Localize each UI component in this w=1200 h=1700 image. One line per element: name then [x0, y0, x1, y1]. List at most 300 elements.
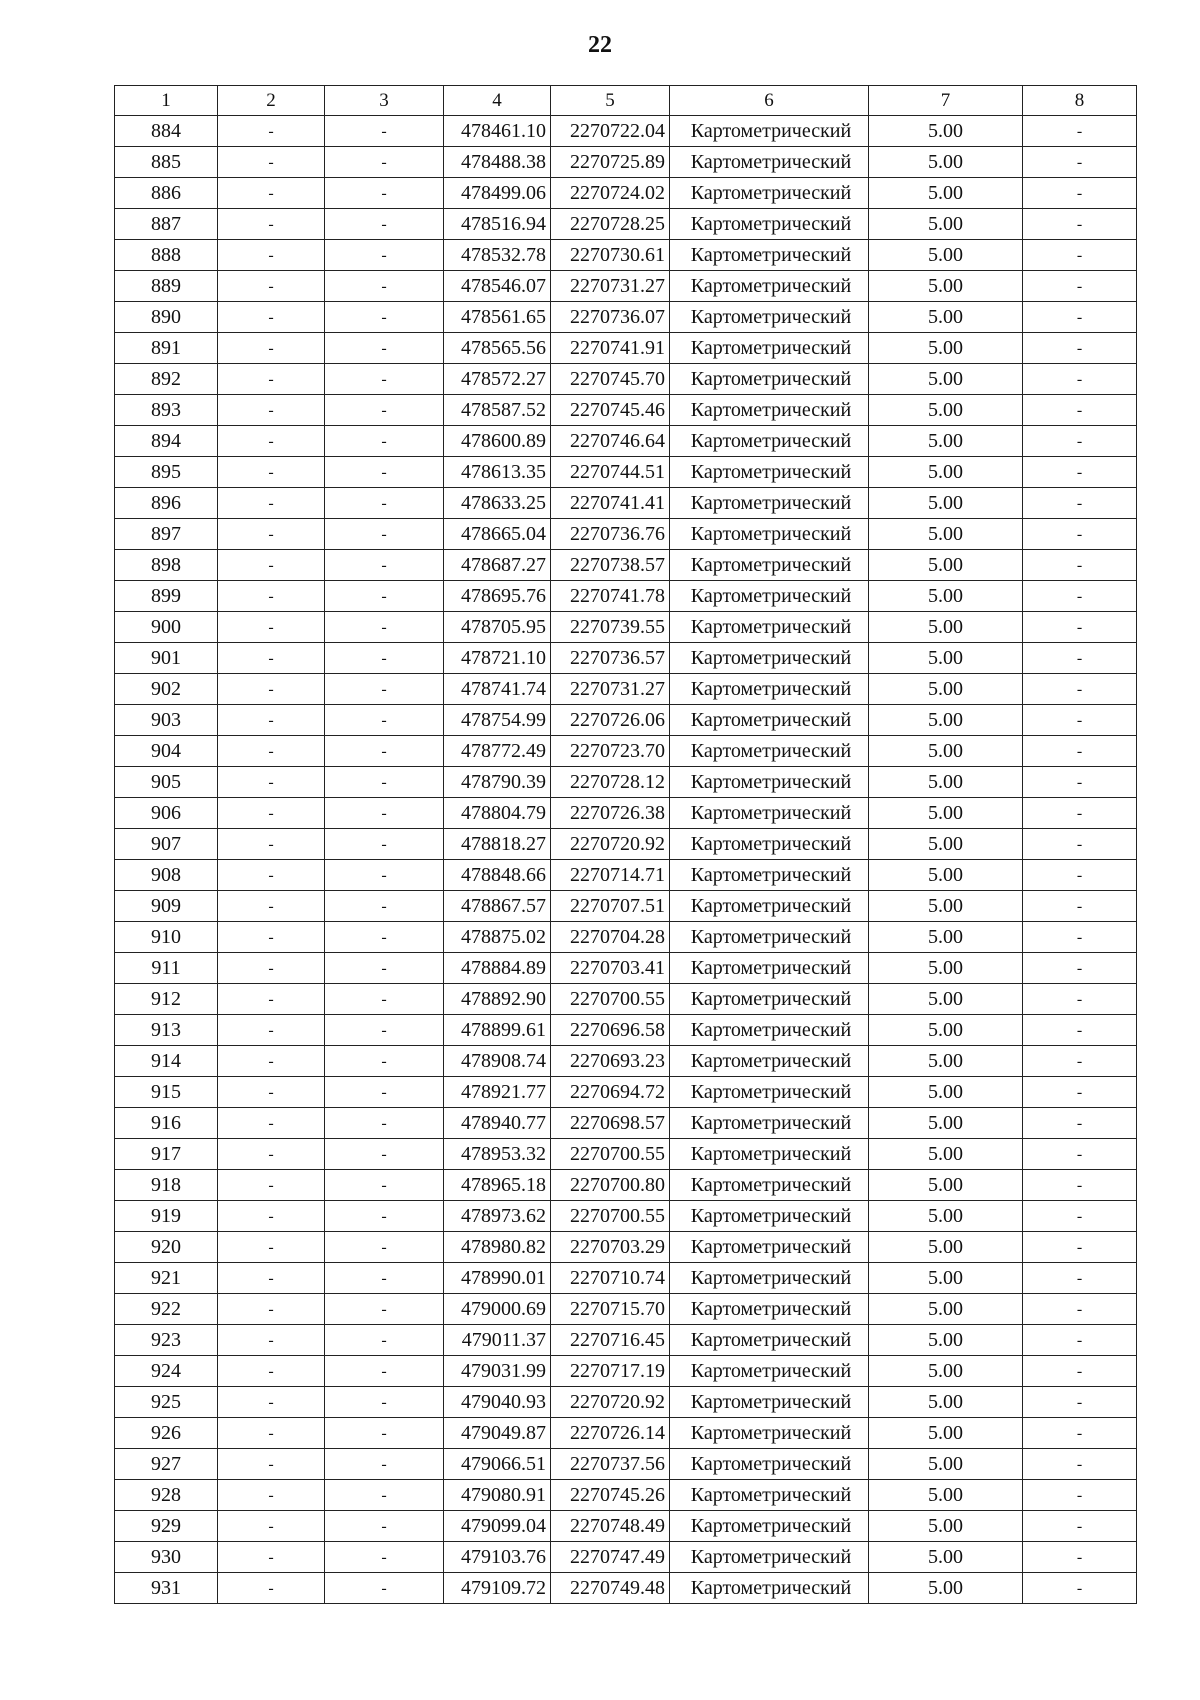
method-cell: Картометрический [670, 1232, 869, 1263]
y-coordinate-cell: 2270724.02 [551, 178, 670, 209]
accuracy-cell: 5.00 [869, 798, 1023, 829]
column-3-cell: - [325, 519, 444, 550]
table-row [115, 581, 1137, 612]
point-number-cell: 908 [115, 860, 218, 891]
point-number-cell: 921 [115, 1263, 218, 1294]
column-2-cell: - [218, 674, 325, 705]
accuracy-cell: 5.00 [869, 829, 1023, 860]
point-number-cell: 893 [115, 395, 218, 426]
column-8-cell: - [1023, 488, 1137, 519]
accuracy-cell: 5.00 [869, 1511, 1023, 1542]
table-row [115, 1387, 1137, 1418]
x-coordinate-cell: 479103.76 [444, 1542, 551, 1573]
column-3-cell: - [325, 1139, 444, 1170]
column-8-cell: - [1023, 1294, 1137, 1325]
column-3-cell: - [325, 488, 444, 519]
x-coordinate-cell: 478565.56 [444, 333, 551, 364]
x-coordinate-cell: 478818.27 [444, 829, 551, 860]
table-row [115, 116, 1137, 147]
accuracy-cell: 5.00 [869, 1077, 1023, 1108]
x-coordinate-cell: 479049.87 [444, 1418, 551, 1449]
y-coordinate-cell: 2270744.51 [551, 457, 670, 488]
y-coordinate-cell: 2270728.25 [551, 209, 670, 240]
y-coordinate-cell: 2270749.48 [551, 1573, 670, 1604]
accuracy-cell: 5.00 [869, 705, 1023, 736]
accuracy-cell: 5.00 [869, 147, 1023, 178]
table-row [115, 798, 1137, 829]
accuracy-cell: 5.00 [869, 1046, 1023, 1077]
table-row [115, 643, 1137, 674]
accuracy-cell: 5.00 [869, 550, 1023, 581]
column-3-cell: - [325, 1077, 444, 1108]
method-cell: Картометрический [670, 550, 869, 581]
y-coordinate-cell: 2270710.74 [551, 1263, 670, 1294]
method-cell: Картометрический [670, 1139, 869, 1170]
method-cell: Картометрический [670, 984, 869, 1015]
column-3-cell: - [325, 798, 444, 829]
y-coordinate-cell: 2270736.57 [551, 643, 670, 674]
table-row [115, 1356, 1137, 1387]
y-coordinate-cell: 2270745.26 [551, 1480, 670, 1511]
method-cell: Картометрический [670, 581, 869, 612]
method-cell: Картометрический [670, 829, 869, 860]
y-coordinate-cell: 2270728.12 [551, 767, 670, 798]
method-cell: Картометрический [670, 1046, 869, 1077]
column-8-cell: - [1023, 1015, 1137, 1046]
table-row [115, 829, 1137, 860]
y-coordinate-cell: 2270722.04 [551, 116, 670, 147]
column-2-cell: - [218, 984, 325, 1015]
column-3-cell: - [325, 1449, 444, 1480]
column-8-cell: - [1023, 550, 1137, 581]
point-number-cell: 892 [115, 364, 218, 395]
x-coordinate-cell: 479011.37 [444, 1325, 551, 1356]
table-row [115, 550, 1137, 581]
method-cell: Картометрический [670, 1511, 869, 1542]
method-cell: Картометрический [670, 891, 869, 922]
method-cell: Картометрический [670, 1325, 869, 1356]
point-number-cell: 919 [115, 1201, 218, 1232]
column-8-cell: - [1023, 1170, 1137, 1201]
accuracy-cell: 5.00 [869, 302, 1023, 333]
accuracy-cell: 5.00 [869, 984, 1023, 1015]
method-cell: Картометрический [670, 333, 869, 364]
x-coordinate-cell: 478613.35 [444, 457, 551, 488]
column-2-cell: - [218, 178, 325, 209]
accuracy-cell: 5.00 [869, 891, 1023, 922]
column-header: 4 [444, 86, 551, 116]
method-cell: Картометрический [670, 1294, 869, 1325]
accuracy-cell: 5.00 [869, 1480, 1023, 1511]
column-8-cell: - [1023, 1108, 1137, 1139]
column-8-cell: - [1023, 147, 1137, 178]
column-2-cell: - [218, 705, 325, 736]
column-3-cell: - [325, 271, 444, 302]
column-8-cell: - [1023, 1418, 1137, 1449]
column-header: 5 [551, 86, 670, 116]
accuracy-cell: 5.00 [869, 1108, 1023, 1139]
y-coordinate-cell: 2270723.70 [551, 736, 670, 767]
column-3-cell: - [325, 1170, 444, 1201]
column-2-cell: - [218, 1015, 325, 1046]
column-3-cell: - [325, 767, 444, 798]
column-2-cell: - [218, 1449, 325, 1480]
y-coordinate-cell: 2270700.55 [551, 1201, 670, 1232]
x-coordinate-cell: 478488.38 [444, 147, 551, 178]
column-2-cell: - [218, 1418, 325, 1449]
y-coordinate-cell: 2270726.38 [551, 798, 670, 829]
column-8-cell: - [1023, 395, 1137, 426]
accuracy-cell: 5.00 [869, 519, 1023, 550]
table-row [115, 333, 1137, 364]
method-cell: Картометрический [670, 1542, 869, 1573]
accuracy-cell: 5.00 [869, 736, 1023, 767]
method-cell: Картометрический [670, 798, 869, 829]
column-3-cell: - [325, 860, 444, 891]
accuracy-cell: 5.00 [869, 860, 1023, 891]
column-2-cell: - [218, 426, 325, 457]
column-3-cell: - [325, 1232, 444, 1263]
column-header: 2 [218, 86, 325, 116]
accuracy-cell: 5.00 [869, 1449, 1023, 1480]
column-2-cell: - [218, 1108, 325, 1139]
accuracy-cell: 5.00 [869, 116, 1023, 147]
column-8-cell: - [1023, 829, 1137, 860]
accuracy-cell: 5.00 [869, 178, 1023, 209]
method-cell: Картометрический [670, 240, 869, 271]
x-coordinate-cell: 478587.52 [444, 395, 551, 426]
method-cell: Картометрический [670, 147, 869, 178]
column-3-cell: - [325, 612, 444, 643]
column-2-cell: - [218, 767, 325, 798]
column-8-cell: - [1023, 1356, 1137, 1387]
column-3-cell: - [325, 1108, 444, 1139]
table-row [115, 1294, 1137, 1325]
y-coordinate-cell: 2270741.91 [551, 333, 670, 364]
point-number-cell: 907 [115, 829, 218, 860]
x-coordinate-cell: 478940.77 [444, 1108, 551, 1139]
column-2-cell: - [218, 953, 325, 984]
column-8-cell: - [1023, 271, 1137, 302]
point-number-cell: 906 [115, 798, 218, 829]
point-number-cell: 891 [115, 333, 218, 364]
y-coordinate-cell: 2270737.56 [551, 1449, 670, 1480]
column-8-cell: - [1023, 1511, 1137, 1542]
table-row [115, 1418, 1137, 1449]
column-8-cell: - [1023, 1232, 1137, 1263]
column-2-cell: - [218, 1232, 325, 1263]
accuracy-cell: 5.00 [869, 674, 1023, 705]
column-3-cell: - [325, 302, 444, 333]
accuracy-cell: 5.00 [869, 333, 1023, 364]
accuracy-cell: 5.00 [869, 1418, 1023, 1449]
point-number-cell: 896 [115, 488, 218, 519]
accuracy-cell: 5.00 [869, 953, 1023, 984]
column-3-cell: - [325, 829, 444, 860]
accuracy-cell: 5.00 [869, 1294, 1023, 1325]
column-2-cell: - [218, 1325, 325, 1356]
point-number-cell: 890 [115, 302, 218, 333]
x-coordinate-cell: 478790.39 [444, 767, 551, 798]
column-3-cell: - [325, 1511, 444, 1542]
accuracy-cell: 5.00 [869, 209, 1023, 240]
column-header: 3 [325, 86, 444, 116]
column-2-cell: - [218, 1139, 325, 1170]
x-coordinate-cell: 478499.06 [444, 178, 551, 209]
table-row [115, 1170, 1137, 1201]
column-3-cell: - [325, 426, 444, 457]
method-cell: Картометрический [670, 1418, 869, 1449]
column-2-cell: - [218, 271, 325, 302]
x-coordinate-cell: 478532.78 [444, 240, 551, 271]
column-3-cell: - [325, 705, 444, 736]
column-3-cell: - [325, 1542, 444, 1573]
y-coordinate-cell: 2270741.41 [551, 488, 670, 519]
column-8-cell: - [1023, 1449, 1137, 1480]
x-coordinate-cell: 479099.04 [444, 1511, 551, 1542]
column-3-cell: - [325, 457, 444, 488]
method-cell: Картометрический [670, 457, 869, 488]
table-row [115, 1573, 1137, 1604]
table-row [115, 147, 1137, 178]
column-8-cell: - [1023, 1542, 1137, 1573]
accuracy-cell: 5.00 [869, 767, 1023, 798]
column-8-cell: - [1023, 426, 1137, 457]
accuracy-cell: 5.00 [869, 1573, 1023, 1604]
method-cell: Картометрический [670, 116, 869, 147]
column-8-cell: - [1023, 643, 1137, 674]
point-number-cell: 887 [115, 209, 218, 240]
x-coordinate-cell: 478953.32 [444, 1139, 551, 1170]
method-cell: Картометрический [670, 1015, 869, 1046]
coordinates-table [114, 85, 1137, 1604]
column-8-cell: - [1023, 860, 1137, 891]
accuracy-cell: 5.00 [869, 271, 1023, 302]
y-coordinate-cell: 2270703.29 [551, 1232, 670, 1263]
y-coordinate-cell: 2270696.58 [551, 1015, 670, 1046]
point-number-cell: 910 [115, 922, 218, 953]
accuracy-cell: 5.00 [869, 488, 1023, 519]
table-row [115, 1325, 1137, 1356]
accuracy-cell: 5.00 [869, 643, 1023, 674]
point-number-cell: 917 [115, 1139, 218, 1170]
table-body [115, 116, 1137, 1604]
y-coordinate-cell: 2270726.06 [551, 705, 670, 736]
method-cell: Картометрический [670, 674, 869, 705]
column-2-cell: - [218, 1170, 325, 1201]
x-coordinate-cell: 479109.72 [444, 1573, 551, 1604]
column-8-cell: - [1023, 457, 1137, 488]
accuracy-cell: 5.00 [869, 1139, 1023, 1170]
column-2-cell: - [218, 116, 325, 147]
accuracy-cell: 5.00 [869, 1170, 1023, 1201]
x-coordinate-cell: 478741.74 [444, 674, 551, 705]
x-coordinate-cell: 478600.89 [444, 426, 551, 457]
column-8-cell: - [1023, 1263, 1137, 1294]
accuracy-cell: 5.00 [869, 1232, 1023, 1263]
column-3-cell: - [325, 1356, 444, 1387]
method-cell: Картометрический [670, 519, 869, 550]
point-number-cell: 903 [115, 705, 218, 736]
column-8-cell: - [1023, 891, 1137, 922]
x-coordinate-cell: 478633.25 [444, 488, 551, 519]
point-number-cell: 900 [115, 612, 218, 643]
x-coordinate-cell: 478546.07 [444, 271, 551, 302]
table-row [115, 953, 1137, 984]
accuracy-cell: 5.00 [869, 1325, 1023, 1356]
x-coordinate-cell: 478461.10 [444, 116, 551, 147]
method-cell: Картометрический [670, 705, 869, 736]
column-3-cell: - [325, 736, 444, 767]
table-row [115, 209, 1137, 240]
table-row [115, 1046, 1137, 1077]
method-cell: Картометрический [670, 1108, 869, 1139]
column-2-cell: - [218, 395, 325, 426]
column-8-cell: - [1023, 612, 1137, 643]
column-3-cell: - [325, 1046, 444, 1077]
column-2-cell: - [218, 1480, 325, 1511]
column-3-cell: - [325, 891, 444, 922]
y-coordinate-cell: 2270736.76 [551, 519, 670, 550]
x-coordinate-cell: 479080.91 [444, 1480, 551, 1511]
column-2-cell: - [218, 1573, 325, 1604]
x-coordinate-cell: 478965.18 [444, 1170, 551, 1201]
column-8-cell: - [1023, 1480, 1137, 1511]
column-8-cell: - [1023, 1139, 1137, 1170]
column-2-cell: - [218, 829, 325, 860]
column-header: 7 [869, 86, 1023, 116]
method-cell: Картометрический [670, 1449, 869, 1480]
table-row [115, 1449, 1137, 1480]
x-coordinate-cell: 478908.74 [444, 1046, 551, 1077]
x-coordinate-cell: 478687.27 [444, 550, 551, 581]
column-2-cell: - [218, 550, 325, 581]
column-8-cell: - [1023, 922, 1137, 953]
column-2-cell: - [218, 457, 325, 488]
point-number-cell: 913 [115, 1015, 218, 1046]
point-number-cell: 898 [115, 550, 218, 581]
point-number-cell: 888 [115, 240, 218, 271]
x-coordinate-cell: 478665.04 [444, 519, 551, 550]
table-row [115, 1015, 1137, 1046]
accuracy-cell: 5.00 [869, 240, 1023, 271]
table-row [115, 488, 1137, 519]
x-coordinate-cell: 479000.69 [444, 1294, 551, 1325]
column-8-cell: - [1023, 1325, 1137, 1356]
point-number-cell: 925 [115, 1387, 218, 1418]
point-number-cell: 926 [115, 1418, 218, 1449]
x-coordinate-cell: 478848.66 [444, 860, 551, 891]
column-3-cell: - [325, 984, 444, 1015]
y-coordinate-cell: 2270730.61 [551, 240, 670, 271]
method-cell: Картометрический [670, 643, 869, 674]
page-number: 22 [588, 32, 612, 58]
column-3-cell: - [325, 643, 444, 674]
column-2-cell: - [218, 1294, 325, 1325]
y-coordinate-cell: 2270741.78 [551, 581, 670, 612]
column-8-cell: - [1023, 1573, 1137, 1604]
table-row [115, 612, 1137, 643]
column-2-cell: - [218, 364, 325, 395]
table-row [115, 984, 1137, 1015]
x-coordinate-cell: 478572.27 [444, 364, 551, 395]
column-2-cell: - [218, 1387, 325, 1418]
y-coordinate-cell: 2270700.55 [551, 984, 670, 1015]
column-2-cell: - [218, 519, 325, 550]
y-coordinate-cell: 2270726.14 [551, 1418, 670, 1449]
column-2-cell: - [218, 922, 325, 953]
column-8-cell: - [1023, 953, 1137, 984]
table-row [115, 426, 1137, 457]
method-cell: Картометрический [670, 1263, 869, 1294]
method-cell: Картометрический [670, 302, 869, 333]
y-coordinate-cell: 2270736.07 [551, 302, 670, 333]
point-number-cell: 899 [115, 581, 218, 612]
y-coordinate-cell: 2270707.51 [551, 891, 670, 922]
table-row [115, 1480, 1137, 1511]
accuracy-cell: 5.00 [869, 457, 1023, 488]
column-3-cell: - [325, 1418, 444, 1449]
x-coordinate-cell: 478754.99 [444, 705, 551, 736]
x-coordinate-cell: 478705.95 [444, 612, 551, 643]
x-coordinate-cell: 478875.02 [444, 922, 551, 953]
y-coordinate-cell: 2270747.49 [551, 1542, 670, 1573]
column-8-cell: - [1023, 767, 1137, 798]
table-row [115, 519, 1137, 550]
x-coordinate-cell: 478695.76 [444, 581, 551, 612]
x-coordinate-cell: 478721.10 [444, 643, 551, 674]
column-3-cell: - [325, 953, 444, 984]
column-2-cell: - [218, 1263, 325, 1294]
x-coordinate-cell: 479040.93 [444, 1387, 551, 1418]
point-number-cell: 889 [115, 271, 218, 302]
x-coordinate-cell: 478804.79 [444, 798, 551, 829]
y-coordinate-cell: 2270717.19 [551, 1356, 670, 1387]
x-coordinate-cell: 478892.90 [444, 984, 551, 1015]
method-cell: Картометрический [670, 488, 869, 519]
y-coordinate-cell: 2270716.45 [551, 1325, 670, 1356]
column-3-cell: - [325, 209, 444, 240]
y-coordinate-cell: 2270698.57 [551, 1108, 670, 1139]
point-number-cell: 909 [115, 891, 218, 922]
table-row [115, 891, 1137, 922]
column-8-cell: - [1023, 240, 1137, 271]
column-3-cell: - [325, 1573, 444, 1604]
table-row [115, 705, 1137, 736]
accuracy-cell: 5.00 [869, 364, 1023, 395]
column-8-cell: - [1023, 674, 1137, 705]
column-3-cell: - [325, 395, 444, 426]
point-number-cell: 929 [115, 1511, 218, 1542]
column-3-cell: - [325, 147, 444, 178]
y-coordinate-cell: 2270694.72 [551, 1077, 670, 1108]
point-number-cell: 918 [115, 1170, 218, 1201]
column-header: 6 [670, 86, 869, 116]
column-8-cell: - [1023, 302, 1137, 333]
method-cell: Картометрический [670, 364, 869, 395]
table-row [115, 240, 1137, 271]
table-row [115, 1108, 1137, 1139]
table-row [115, 1263, 1137, 1294]
column-2-cell: - [218, 209, 325, 240]
column-2-cell: - [218, 1356, 325, 1387]
column-2-cell: - [218, 1201, 325, 1232]
column-header: 8 [1023, 86, 1137, 116]
point-number-cell: 914 [115, 1046, 218, 1077]
method-cell: Картометрический [670, 1356, 869, 1387]
column-8-cell: - [1023, 209, 1137, 240]
method-cell: Картометрический [670, 612, 869, 643]
